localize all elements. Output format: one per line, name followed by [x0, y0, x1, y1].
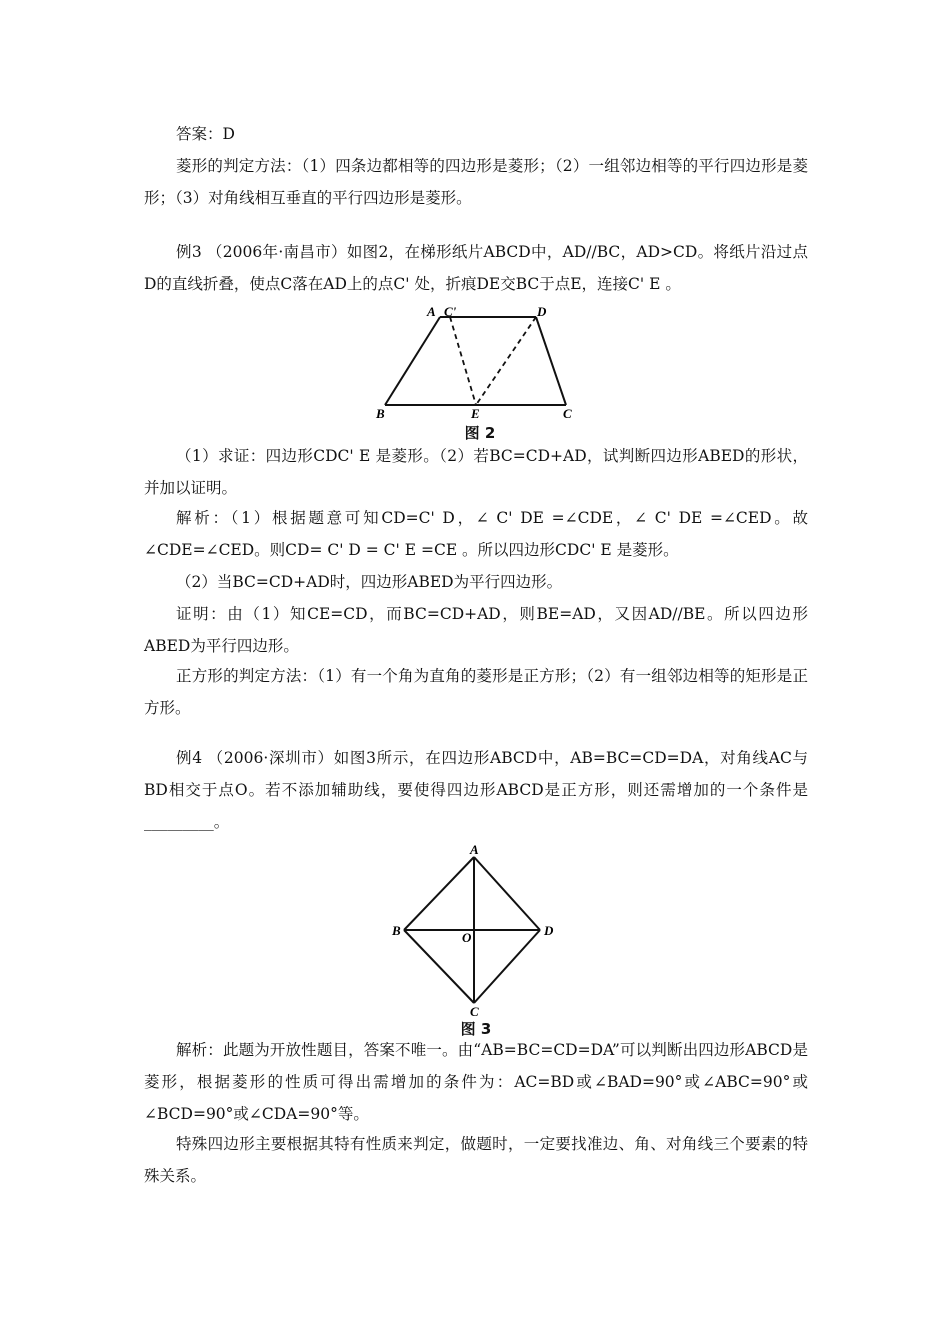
point-o-label: O [462, 930, 472, 945]
figure-2-caption: 图 2 [464, 424, 496, 442]
example-3-solution-part1: 解析：（1）根据题意可知CD=C' D，∠ C' DE =∠CDE，∠ C' DE =∠CED。故∠CDE=∠CED。则CD= C' D = C' E =CE 。所以四边形CDC' E 是菱形。 [144, 509, 808, 559]
point-e-label: E [471, 406, 480, 421]
point-d-label: D [544, 923, 554, 938]
segment-ad [474, 857, 540, 930]
point-c-label: C [563, 406, 572, 421]
point-c-prime-label: C' [444, 304, 457, 319]
figure-3-diagram [388, 842, 568, 1038]
segment-ab [404, 857, 474, 930]
segment-de [476, 317, 536, 405]
segment-dc [536, 317, 566, 405]
example-3-proof: 证明：由（1）知CE=CD，而BC=CD+AD，则BE=AD，又因AD//BE。所以四边形ABED为平行四边形。 [144, 605, 808, 655]
point-a-label: A [427, 304, 436, 319]
segment-dc [474, 930, 540, 1003]
example-4-problem: 例4 （2006·深圳市）如图3所示，在四边形ABCD中，AB=BC=CD=DA，对角线AC与BD相交于点O。若不添加辅助线，要使得四边形ABCD是正方形，则还需增加的一个条件是_________。 [144, 749, 808, 831]
example-3-problem: 例3 （2006年·南昌市）如图2，在梯形纸片ABCD中，AD//BC，AD>CD。将纸片沿过点D的直线折叠，使点C落在AD上的点C' 处，折痕DE交BC于点E，连接C' E 。 [144, 243, 808, 293]
figure-2 [370, 304, 590, 446]
segment-ab [385, 317, 440, 405]
figure-3 [388, 842, 568, 1038]
point-b-label: B [392, 923, 401, 938]
segment-c-prime-e [450, 317, 476, 405]
example-3-questions: （1）求证：四边形CDC' E 是菱形。（2）若BC=CD+AD，试判断四边形ABED的形状，并加以证明。 [144, 447, 808, 497]
point-c-label: C [470, 1004, 479, 1019]
point-a-label: A [470, 842, 479, 857]
point-d-label: D [537, 304, 547, 319]
summary-paragraph: 特殊四边形主要根据其特有性质来判定，做题时，一定要找准边、角、对角线三个要素的特殊关系。 [144, 1135, 808, 1185]
rhombus-criteria-paragraph: 菱形的判定方法：（1）四条边都相等的四边形是菱形；（2）一组邻边相等的平行四边形是菱形；（3）对角线相互垂直的平行四边形是菱形。 [144, 157, 808, 207]
square-criteria-paragraph: 正方形的判定方法：（1）有一个角为直角的菱形是正方形；（2）有一组邻边相等的矩形是正方形。 [144, 667, 808, 717]
example-3-solution-part2: （2）当BC=CD+AD时，四边形ABED为平行四边形。 [176, 573, 563, 591]
figure-3-caption: 图 3 [460, 1020, 492, 1038]
example-4-solution: 解析：此题为开放性题目，答案不唯一。由“AB=BC=CD=DA”可以判断出四边形ABCD是菱形，根据菱形的性质可得出需增加的条件为：AC=BD或∠BAD=90°或∠ABC=90°或∠BCD=90°或∠CDA=90°等。 [144, 1041, 808, 1123]
answer-line: 答案：D [176, 125, 235, 143]
point-b-label: B [376, 406, 385, 421]
